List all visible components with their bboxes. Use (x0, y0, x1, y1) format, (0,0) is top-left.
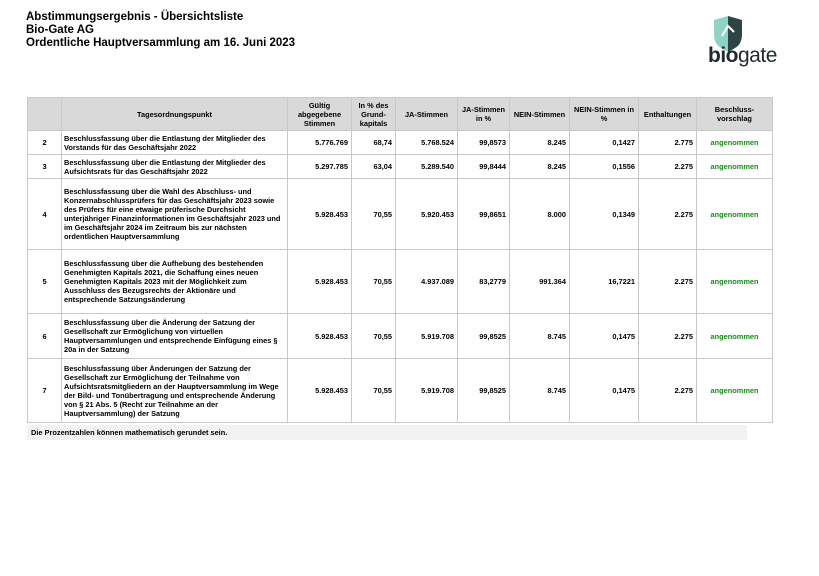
column-header-no: NEIN-Stimmen (510, 98, 570, 131)
row-nr: 4 (28, 179, 62, 250)
agenda-item: Beschlussfassung über die Wahl des Abschluss- und Konzernabschlussprüfers für das Geschäftsjahr 2023 sowie des Prüfers für eine etwaige prüferische Durchsicht unterjähriger Finanzinformationen im Geschäftsjahr 2023 und im Geschäftsjahr 2024 im Zeitraum bis zur nächsten ordentlichen Hauptversammlung (62, 179, 288, 250)
capital-pct: 70,55 (352, 359, 396, 423)
result-status: angenommen (697, 155, 773, 179)
meeting-title: Ordentliche Hauptversammlung am 16. Juni 2023 (26, 37, 296, 49)
agenda-item: Beschlussfassung über die Entlastung der Mitglieder des Aufsichtsrats für das Geschäftsjahr 2022 (62, 155, 288, 179)
yes-pct: 99,8444 (458, 155, 510, 179)
capital-pct: 70,55 (352, 250, 396, 314)
capital-pct: 70,55 (352, 314, 396, 359)
abstentions: 2.275 (639, 250, 697, 314)
agenda-item: Beschlussfassung über die Änderung der Satzung der Gesellschaft zur Ermöglichung von virtuellen Hauptversammlungen und entsprechende Einfügung eines § 20a in der Satzung (62, 314, 288, 359)
column-header-nr (28, 98, 62, 131)
no-votes: 8.245 (510, 131, 570, 155)
yes-pct: 99,8651 (458, 179, 510, 250)
abstentions: 2.275 (639, 359, 697, 423)
column-header-yes-pct: JA-Stimmen in % (458, 98, 510, 131)
row-nr: 6 (28, 314, 62, 359)
capital-pct: 70,55 (352, 179, 396, 250)
logo-text-gate: gate (738, 44, 777, 67)
row-nr: 5 (28, 250, 62, 314)
abstentions: 2.275 (639, 155, 697, 179)
result-status: angenommen (697, 314, 773, 359)
valid-votes: 5.776.769 (288, 131, 352, 155)
document-header (26, 11, 295, 50)
table-row (28, 131, 773, 155)
row-nr: 7 (28, 359, 62, 423)
yes-votes: 4.937.089 (396, 250, 458, 314)
column-header-valid-votes: Gültig abgegebene Stimmen (288, 98, 352, 131)
agenda-item: Beschlussfassung über Änderungen der Satzung der Gesellschaft zur Ermöglichung der Teilnahme von Aufsichtsratsmitgliedern an der Hauptversammlung im Wege der Bild- und Tonübertragung und entsprechende Änderung von § 21 Abs. 5 (Recht zur Teilnahme an der Hauptversammlung) der Satzung (62, 359, 288, 423)
no-pct: 0,1556 (570, 155, 639, 179)
column-header-agenda: Tagesordnungspunkt (62, 98, 288, 131)
no-votes: 8.745 (510, 359, 570, 423)
valid-votes: 5.297.785 (288, 155, 352, 179)
no-pct: 0,1475 (570, 314, 639, 359)
valid-votes: 5.928.453 (288, 179, 352, 250)
capital-pct: 68,74 (352, 131, 396, 155)
footnote: Die Prozentzahlen können mathematisch gerundet sein. (27, 425, 747, 440)
no-pct: 0,1349 (570, 179, 639, 250)
abstentions: 2.775 (639, 131, 697, 155)
yes-pct: 99,8525 (458, 314, 510, 359)
yes-votes: 5.289.540 (396, 155, 458, 179)
no-pct: 16,7221 (570, 250, 639, 314)
row-nr: 2 (28, 131, 62, 155)
valid-votes: 5.928.453 (288, 314, 352, 359)
yes-pct: 83,2779 (458, 250, 510, 314)
result-status: angenommen (697, 359, 773, 423)
column-header-abstentions: Enthaltungen (639, 98, 697, 131)
no-votes: 8.745 (510, 314, 570, 359)
no-votes: 8.245 (510, 155, 570, 179)
yes-pct: 99,8573 (458, 131, 510, 155)
table-row (28, 155, 773, 179)
brand-logo (708, 44, 777, 68)
valid-votes: 5.928.453 (288, 359, 352, 423)
yes-votes: 5.920.453 (396, 179, 458, 250)
row-nr: 3 (28, 155, 62, 179)
no-pct: 0,1427 (570, 131, 639, 155)
column-header-capital-pct: In % des Grund-kapitals (352, 98, 396, 131)
column-header-yes: JA-Stimmen (396, 98, 458, 131)
logo-text-bio: bio (708, 44, 738, 67)
yes-votes: 5.919.708 (396, 359, 458, 423)
column-header-no-pct: NEIN-Stimmen in % (570, 98, 639, 131)
result-status: angenommen (697, 131, 773, 155)
valid-votes: 5.928.453 (288, 250, 352, 314)
table-row (28, 250, 773, 314)
no-pct: 0,1475 (570, 359, 639, 423)
no-votes: 991.364 (510, 250, 570, 314)
result-status: angenommen (697, 250, 773, 314)
abstentions: 2.275 (639, 179, 697, 250)
table-header-row (28, 98, 773, 131)
company-name: Bio-Gate AG (26, 24, 94, 36)
document-title: Abstimmungsergebnis - Übersichtsliste (26, 11, 244, 23)
agenda-item: Beschlussfassung über die Entlastung der Mitglieder des Vorstands für das Geschäftsjahr 2022 (62, 131, 288, 155)
capital-pct: 63,04 (352, 155, 396, 179)
results-table (27, 97, 773, 423)
yes-pct: 99,8525 (458, 359, 510, 423)
yes-votes: 5.768.524 (396, 131, 458, 155)
table-row (28, 179, 773, 250)
table-row (28, 359, 773, 423)
abstentions: 2.275 (639, 314, 697, 359)
table-row (28, 314, 773, 359)
yes-votes: 5.919.708 (396, 314, 458, 359)
agenda-item: Beschlussfassung über die Aufhebung des bestehenden Genehmigten Kapitals 2021, die Schaffung eines neuen Genehmigten Kapitals 2023 mit der Möglichkeit zum Ausschluss des Bezugsrechts der Aktionäre und entsprechende Satzungsänderung (62, 250, 288, 314)
result-status: angenommen (697, 179, 773, 250)
no-votes: 8.000 (510, 179, 570, 250)
column-header-proposal: Beschluss-vorschlag (697, 98, 773, 131)
